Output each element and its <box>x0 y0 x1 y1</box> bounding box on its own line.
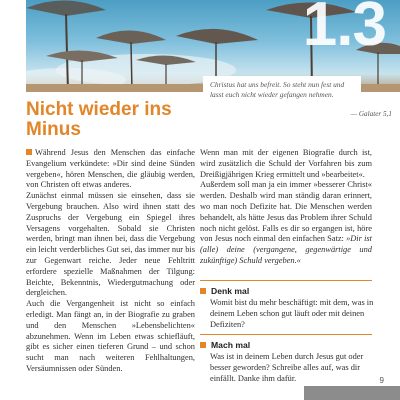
think-box-rule <box>200 280 372 281</box>
paragraph-christ <box>200 180 372 266</box>
act-box-rule <box>200 334 372 335</box>
page-title: Nicht wieder ins Minus <box>26 99 172 140</box>
act-box-heading <box>200 340 250 350</box>
quote-text: Christus hat uns befreit. So steht nun fest und lasst euch nicht wieder gefangen nehmen. <box>210 80 345 99</box>
think-box-heading <box>200 286 249 296</box>
orange-square-icon <box>200 342 206 348</box>
think-heading-text: Denk mal <box>211 286 250 296</box>
paragraph-vergebung: Zunächst einmal müssen sie einsehen, dass sie Vergebung brauchen. Also wird ihnen statt des Zuspruchs der Vergebung ein Spiegel ihres Versagens vorgehalten. Sobald sie Christen werden, bringt man ihnen bei, dass die Vergebung ein leicht verderbliches Gut sei, das immer nur bis zur Gegenwart reiche. Jeder neue Fehltritt erfordere spezielle Maßnahmen der Tilgung: Beichte, Bekenntnis, Wiedergutmachung oder dergleichen. <box>26 191 195 298</box>
page-number: 9 <box>379 376 384 385</box>
intro-text: Während Jesus den Menschen das einfache Evangelium verkündete: »Dir sind deine Sünden vergeben«, hören Menschen, die gläubig werden, von Christen oft etwas anderes. <box>26 148 195 190</box>
paragraph-vergangenheit: Auch die Vergangenheit ist nicht so einfach erledigt. Man fängt an, in der Biografie zu graben und den Menschen »Lebensbelichten« abzunehmen. Wenn im Leben etwas schiefläuft, gibt es sicher einen tieferen Grund – und schon sucht man nach weiteren Fehlhaltungen, Versäumnissen oder Sünden. <box>26 299 195 373</box>
act-heading-text: Mach mal <box>211 340 251 350</box>
chapter-number: 1.3 <box>302 0 386 59</box>
think-box-text: Womit bist du mehr beschäftigt: mit dem, was in deinem Leben schon gut läuft oder mit deinen Defiziten? <box>210 298 374 329</box>
quote-source: — Galater 5,1 <box>350 110 392 118</box>
orange-square-icon <box>26 149 32 155</box>
left-column <box>26 148 195 375</box>
christ-text: Außerdem soll man ja ein immer »besserer Christ« werden. Deshalb wird man ständig daran erinnert, wo man noch Defizite hat. Die Menschen werden behandelt, als hätte Jesus das Problem ihrer Schuld noch nicht gelöst. Falls es dir so ergangen ist, höre von Jesus noch einmal den einfachen Satz: <box>200 180 372 244</box>
paragraph-intro <box>26 148 195 191</box>
quote-box <box>203 76 361 122</box>
paragraph-biografie: Wenn man mit der eigenen Biografie durch ist, wird zusätzlich die Schuld der Vorfahren bis zum Dreißigjährigen Krieg ermittelt und »bearbeitet«. <box>200 148 372 179</box>
act-box-text: Was ist in deinem Leben durch Jesus gut oder besser geworden? Schreibe alles auf, was dir einfällt. Danke ihm dafür. <box>210 352 364 383</box>
forgiveness-quote: »Dir ist (alle) deine (vergangene, gegenwärtige und zukünftige) Schuld vergeben.« <box>200 234 372 265</box>
bottom-bar <box>304 386 400 400</box>
orange-square-icon <box>200 288 206 294</box>
right-column <box>200 148 372 267</box>
